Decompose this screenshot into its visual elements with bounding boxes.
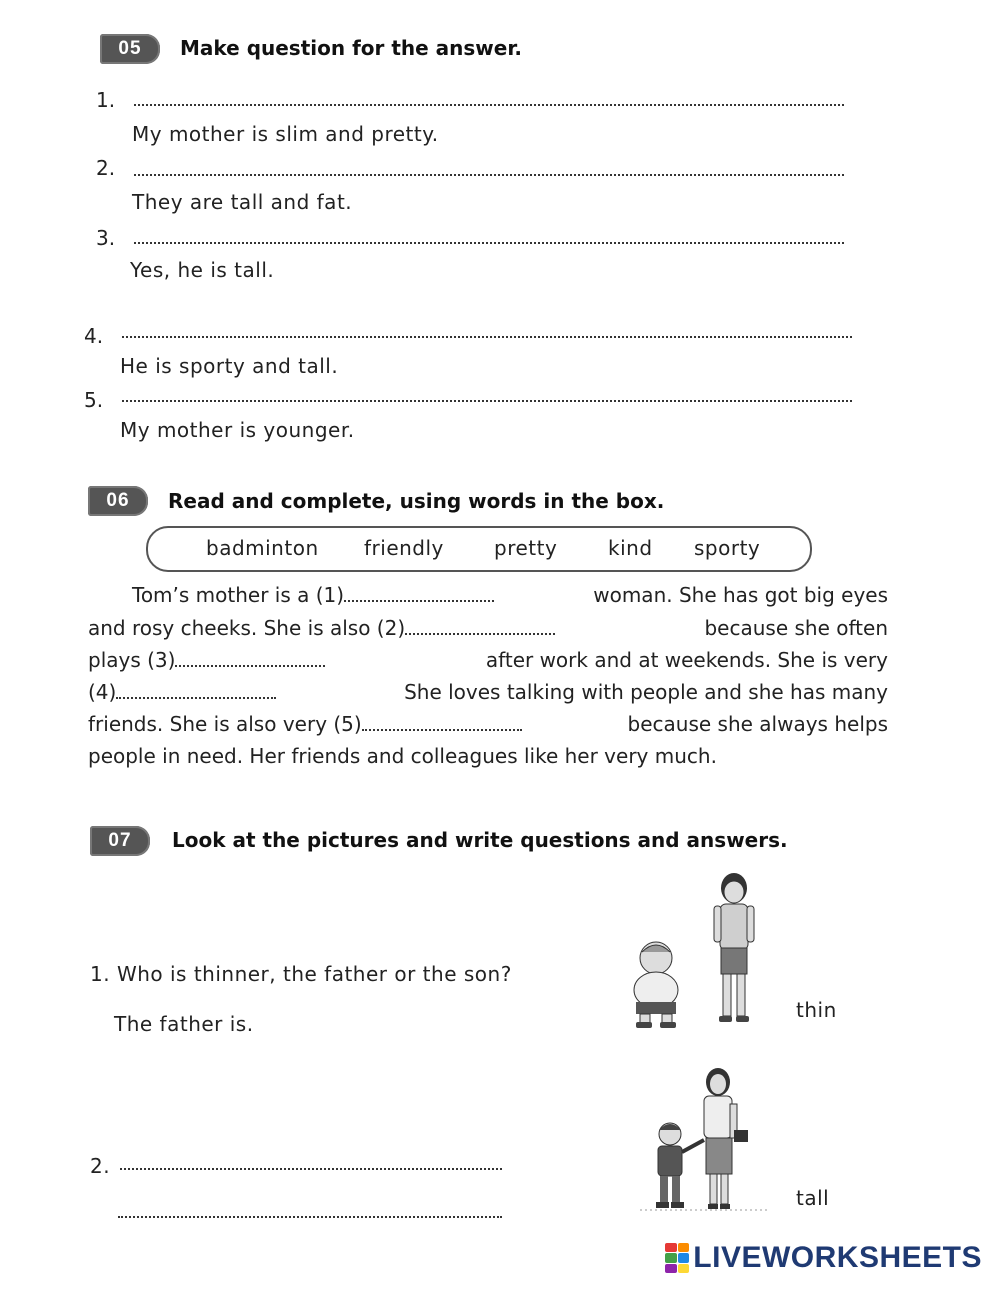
word-kind: kind <box>608 536 653 560</box>
blank-5-input[interactable] <box>362 715 522 731</box>
paragraph-text: Tom’s mother is a (1) <box>132 583 345 607</box>
picture-question-1: 1. Who is thinner, the father or the son? <box>90 962 512 986</box>
question-3-number: 3. <box>96 226 116 250</box>
answer-4-text: He is sporty and tall. <box>120 354 339 378</box>
word-sporty: sporty <box>694 536 761 560</box>
section-7-badge: 07 <box>90 826 150 856</box>
question-5-input[interactable] <box>122 400 852 402</box>
father-son-thin-picture <box>624 866 774 1032</box>
answer-3-text: Yes, he is tall. <box>130 258 275 282</box>
paragraph-text: woman. She has got big eyes <box>593 583 888 607</box>
paragraph-text: friends. She is also very (5) <box>88 712 362 736</box>
word-badminton: badminton <box>206 536 319 560</box>
question-1-input[interactable] <box>134 104 844 106</box>
answer-5-text: My mother is younger. <box>120 418 355 442</box>
answer-2-text: They are tall and fat. <box>132 190 353 214</box>
paragraph-text: (4) <box>88 680 117 704</box>
answer-1-text: My mother is slim and pretty. <box>132 122 439 146</box>
paragraph-line-2 <box>88 616 888 640</box>
blank-2-input[interactable] <box>405 619 555 635</box>
blank-3-input[interactable] <box>175 651 325 667</box>
question-5-number: 5. <box>84 388 104 412</box>
question-3-input[interactable] <box>134 242 844 244</box>
paragraph-line-4 <box>88 680 888 704</box>
picture-label-tall: tall <box>796 1186 830 1210</box>
paragraph-text: because she always helps <box>627 712 888 736</box>
paragraph-line-6 <box>88 744 888 768</box>
picture-question-2-number: 2. <box>90 1154 111 1178</box>
section-5-badge: 05 <box>100 34 160 64</box>
paragraph-text: after work and at weekends. She is very <box>485 648 888 672</box>
paragraph-text: She loves talking with people and she has many <box>404 680 888 704</box>
logo-icon <box>665 1243 689 1273</box>
paragraph-line-3 <box>88 648 888 672</box>
paragraph-text: people in need. Her friends and colleagues like her very much. <box>88 744 717 768</box>
section-5-title: Make question for the answer. <box>180 36 522 60</box>
section-7-title: Look at the pictures and write questions and answers. <box>172 828 788 852</box>
liveworksheets-logo <box>665 1241 982 1275</box>
brand-name: LIVEWORKSHEETS <box>693 1241 982 1274</box>
paragraph-line-5 <box>88 712 888 736</box>
paragraph-text: plays (3) <box>88 648 176 672</box>
paragraph-line-1 <box>132 583 888 607</box>
word-pretty: pretty <box>494 536 558 560</box>
word-friendly: friendly <box>364 536 444 560</box>
blank-1-input[interactable] <box>344 586 494 602</box>
section-6-badge: 06 <box>88 486 148 516</box>
question-4-input[interactable] <box>122 336 852 338</box>
picture-question-2-input[interactable] <box>120 1168 502 1170</box>
section-6-title: Read and complete, using words in the box. <box>168 489 665 513</box>
question-2-number: 2. <box>96 156 116 180</box>
question-4-number: 4. <box>84 324 104 348</box>
picture-answer-2-input[interactable] <box>118 1216 502 1218</box>
mother-son-tall-picture <box>640 1064 770 1214</box>
paragraph-text: because she often <box>704 616 888 640</box>
question-1-number: 1. <box>96 88 116 112</box>
picture-answer-1: The father is. <box>114 1012 254 1036</box>
blank-4-input[interactable] <box>116 683 276 699</box>
paragraph-text: and rosy cheeks. She is also (2) <box>88 616 406 640</box>
picture-label-thin: thin <box>796 998 837 1022</box>
question-2-input[interactable] <box>134 174 844 176</box>
